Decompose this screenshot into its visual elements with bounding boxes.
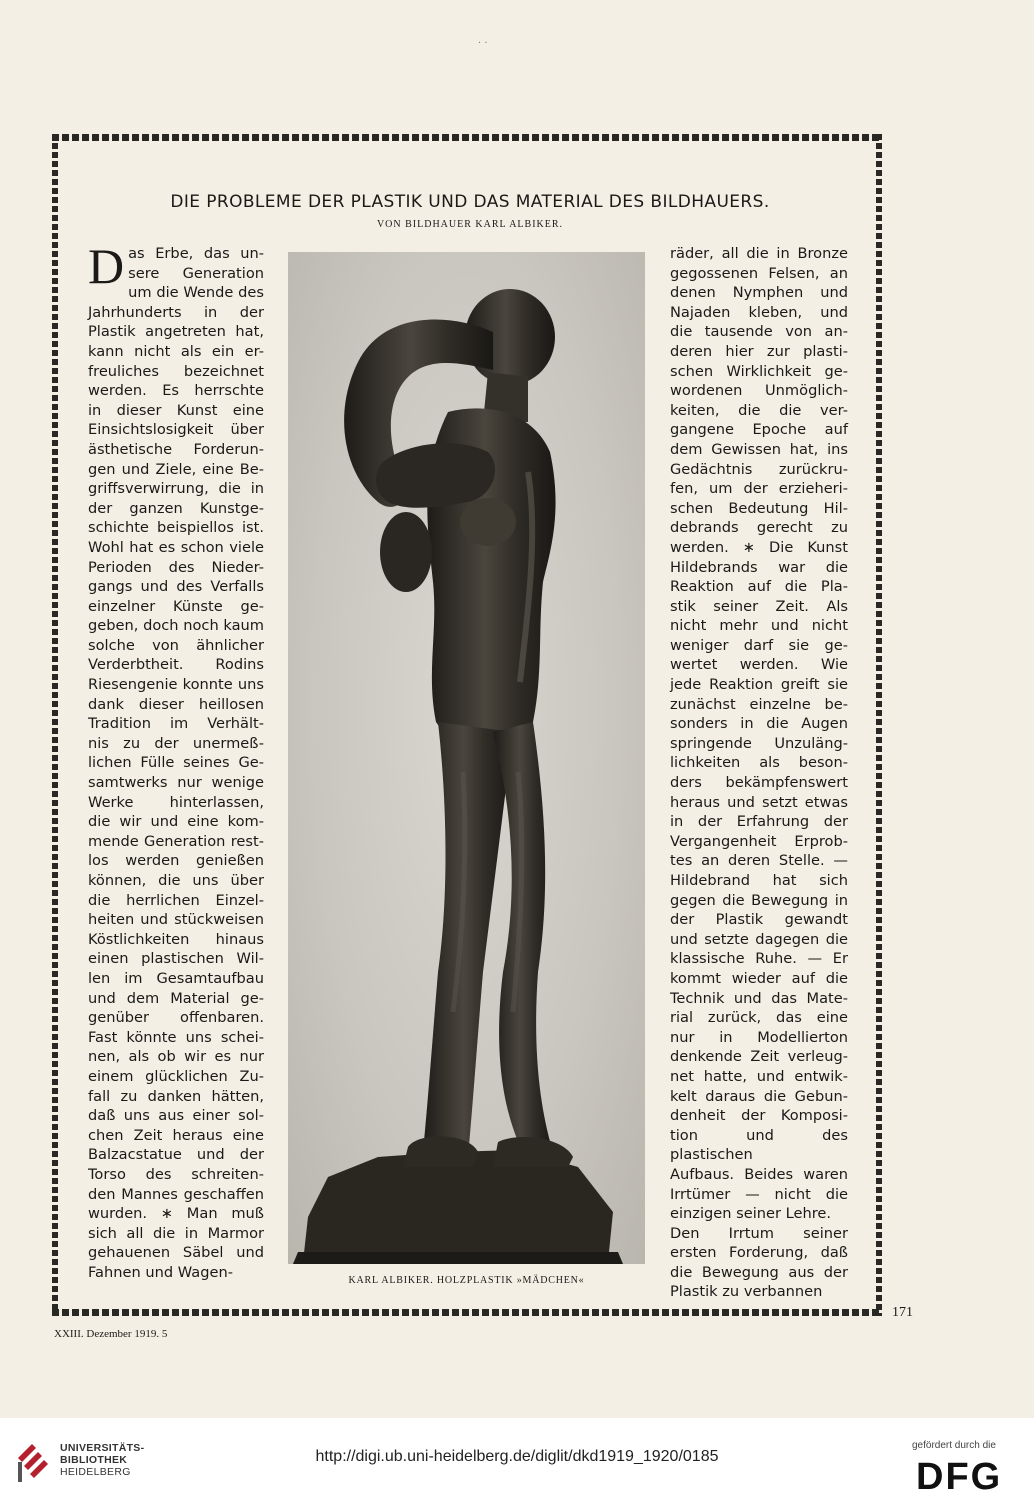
text-line: zunächst einzelne be-: [670, 695, 848, 713]
text-line: geben, doch noch kaum: [88, 617, 264, 635]
text-line: dank dieser heillosen: [88, 695, 264, 713]
text-line: fall zu danken hätten,: [88, 1087, 264, 1105]
text-line: einzigen seiner Lehre.: [670, 1205, 832, 1223]
text-line: deren hier zur plasti-: [670, 342, 848, 360]
text-line: Technik und das Mate-: [670, 989, 848, 1007]
text-line: die Bewegung aus der: [670, 1263, 848, 1281]
text-line: jede Reaktion greift sie: [670, 676, 848, 694]
text-line: sich all die in Marmor: [88, 1224, 264, 1242]
text-line: samtwerks nur wenige: [88, 774, 264, 792]
text-line: Hildebrand hat sich: [670, 872, 848, 889]
text-line: Einsichtslosigkeit über: [88, 421, 264, 439]
text-line: griffsverwirrung, die in: [88, 480, 264, 498]
text-line: Wohl hat es schon viele: [88, 538, 264, 556]
text-line: gen und Ziele, eine Be-: [88, 460, 264, 478]
text-line: schen Bedeutung Hil-: [670, 499, 848, 517]
text-line: und dem Material ge-: [88, 989, 264, 1007]
text-line: tes an deren Stelle. —: [670, 852, 848, 870]
text-line: as Erbe, das un-: [128, 245, 264, 262]
text-line: und setzte dagegen die: [670, 930, 848, 948]
left-column-lines: [88, 238, 264, 1282]
text-line: Fast könnte uns schei-: [88, 1028, 264, 1046]
text-line: Vergangenheit Erprob-: [670, 832, 848, 850]
text-line: lichen Fülle seines Ge-: [88, 754, 264, 772]
text-line: um die Wende des: [128, 284, 264, 302]
text-line: nicht mehr und nicht: [670, 617, 848, 635]
text-line: Jahrhunderts in der: [88, 303, 264, 321]
text-line: nen, als ob wir es nur: [88, 1048, 264, 1066]
funding-note: gefördert durch die: [912, 1440, 996, 1451]
article-title: DIE PROBLEME DER PLASTIK UND DAS MATERIAL DES BILDHAUERS.: [170, 192, 770, 212]
library-name-line-1: UNIVERSITÄTS-: [60, 1442, 145, 1454]
text-line: Aufbaus. Beides waren: [670, 1165, 848, 1183]
text-line: lichkeiten als beson-: [670, 754, 848, 772]
right-column-lines: [670, 244, 848, 1302]
text-line: Fahnen und Wagen-: [88, 1263, 233, 1281]
text-line: ders bekämpfenswert: [670, 774, 848, 792]
text-line: klassische Ruhe. — Er: [670, 950, 848, 968]
text-line: Tradition im Verhält-: [88, 715, 264, 733]
text-line: tion und des plastischen: [670, 1126, 848, 1164]
text-line: Perioden des Nieder-: [88, 558, 264, 576]
border-bottom: [52, 1309, 882, 1316]
page-number: 171: [892, 1305, 913, 1320]
text-line: solche von ähnlicher: [88, 636, 264, 654]
text-line: ästhetische Forderun-: [88, 440, 264, 458]
text-line: Balzacstatue und der: [88, 1146, 264, 1164]
text-line: rial zurück, das eine: [670, 1009, 848, 1027]
issue-line: XXIII. Dezember 1919. 5: [54, 1328, 168, 1340]
text-line: los werden genießen: [88, 852, 264, 870]
text-line: räder, all die in Bronze: [670, 245, 848, 262]
text-line: dem Gewissen hat, ins: [670, 440, 848, 458]
text-line: genüber offenbaren.: [88, 1009, 264, 1027]
text-line: in der Erfahrung der: [670, 813, 848, 831]
text-line: gegossenen Felsen, an: [670, 264, 848, 282]
drop-cap: D: [88, 238, 125, 294]
library-name-line-2: BIBLIOTHEK: [60, 1454, 128, 1466]
text-line: Irrtümer — nicht die: [670, 1185, 848, 1203]
text-line: keiten, die die ver-: [670, 401, 848, 419]
text-line: heraus und setzt etwas: [670, 793, 848, 811]
text-line: gehauenen Säbel und: [88, 1244, 264, 1262]
text-line: gegen die Bewegung in: [670, 891, 848, 909]
text-line: chen Zeit heraus eine: [88, 1126, 264, 1144]
text-line: schen Wirklichkeit ge-: [670, 362, 848, 380]
text-line: einzelner Künste ge-: [88, 597, 264, 615]
text-line: den Mannes geschaffen: [88, 1185, 264, 1203]
text-line: stik seiner Zeit. Als: [670, 597, 848, 615]
text-line: Gedächtnis zurückru-: [670, 460, 848, 478]
border-top: [52, 134, 882, 141]
text-line: Riesengenie konnte uns: [88, 676, 264, 694]
text-line: Den Irrtum seiner: [670, 1224, 848, 1242]
permalink-url[interactable]: http://digi.ub.uni-heidelberg.de/diglit/dkd1919_1920/0185: [315, 1448, 719, 1465]
text-line: freuliches bezeichnet: [88, 362, 264, 380]
text-line: Hildebrands war die: [670, 558, 848, 576]
text-column-left: [88, 238, 264, 1282]
text-line: die herrlichen Einzel-: [88, 891, 264, 909]
text-line: einem glücklichen Zu-: [88, 1067, 264, 1085]
text-line: wurden. ∗ Man muß: [88, 1205, 264, 1223]
text-line: nis zu der unermeß-: [88, 734, 264, 752]
text-line: Werke hinterlassen,: [88, 793, 264, 811]
text-line: der ganzen Kunstge-: [88, 499, 264, 517]
border-left: [52, 134, 58, 1316]
text-line: weniger darf sie ge-: [670, 636, 848, 654]
text-line: gangene Epoche auf: [670, 421, 848, 439]
text-column-right: [670, 244, 848, 1302]
article-byline: VON BILDHAUER KARL ALBIKER.: [376, 219, 564, 230]
text-line: kelt daraus die Gebun-: [670, 1087, 848, 1105]
text-line: Reaktion auf die Pla-: [670, 578, 848, 596]
text-line: Najaden kleben, und: [670, 303, 848, 321]
text-line: Plastik angetreten hat,: [88, 323, 264, 341]
text-line: heiten und stückweisen: [88, 911, 264, 929]
text-line: kommt wieder auf die: [670, 969, 848, 987]
text-line: springende Unzuläng-: [670, 734, 848, 752]
text-line: daß uns aus einer sol-: [88, 1107, 264, 1125]
scan-speck: · ·: [478, 38, 488, 49]
border-right: [876, 134, 882, 1316]
sculpture-illustration: [288, 252, 645, 1264]
text-line: in dieser Kunst eine: [88, 401, 264, 419]
text-line: wertet werden. Wie: [670, 656, 848, 674]
text-line: debrands gerecht zu: [670, 519, 848, 537]
text-line: Plastik zu verbannen: [670, 1283, 823, 1301]
text-line: die wir und eine kom-: [88, 813, 264, 831]
text-line: sonders in die Augen: [670, 715, 848, 733]
text-line: Köstlichkeiten hinaus: [88, 930, 264, 948]
text-line: der Plastik gewandt: [670, 911, 848, 929]
text-line: werden. ∗ Die Kunst: [670, 538, 848, 556]
text-line: wordenen Unmöglich-: [670, 382, 848, 400]
text-line: Torso des schreiten-: [88, 1165, 264, 1183]
text-line: können, die uns über: [88, 872, 264, 889]
text-line: gangs und des Verfalls: [88, 578, 264, 596]
text-line: werden. Es herrschte: [88, 382, 264, 400]
text-line: denkende Zeit verleug-: [670, 1048, 848, 1066]
dfg-logo[interactable]: DFG: [916, 1456, 1003, 1498]
text-line: denen Nymphen und: [670, 284, 848, 302]
text-line: ersten Forderung, daß: [670, 1244, 848, 1262]
text-line: einen plastischen Wil-: [88, 950, 264, 968]
text-line: net hatte, und entwik-: [670, 1067, 848, 1085]
library-name-line-3: HEIDELBERG: [60, 1466, 131, 1478]
sculpture-photo: [288, 252, 645, 1264]
viewer-footer: [0, 1418, 1034, 1505]
text-line: nur in Modellierton: [670, 1028, 848, 1046]
text-line: denheit der Komposi-: [670, 1107, 848, 1125]
text-line: len im Gesamtaufbau: [88, 969, 264, 987]
figure-caption: KARL ALBIKER. HOLZPLASTIK »MÄDCHEN«: [348, 1275, 585, 1286]
text-line: mende Generation rest-: [88, 832, 264, 850]
text-line: sere Generation: [128, 264, 264, 282]
text-line: fen, um der erzieheri-: [670, 480, 848, 498]
text-line: die tausende von an-: [670, 323, 848, 341]
text-line: Verderbtheit. Rodins: [88, 656, 264, 674]
text-line: kann nicht als ein er-: [88, 342, 264, 360]
text-line: schichte beispiellos ist.: [88, 519, 264, 537]
